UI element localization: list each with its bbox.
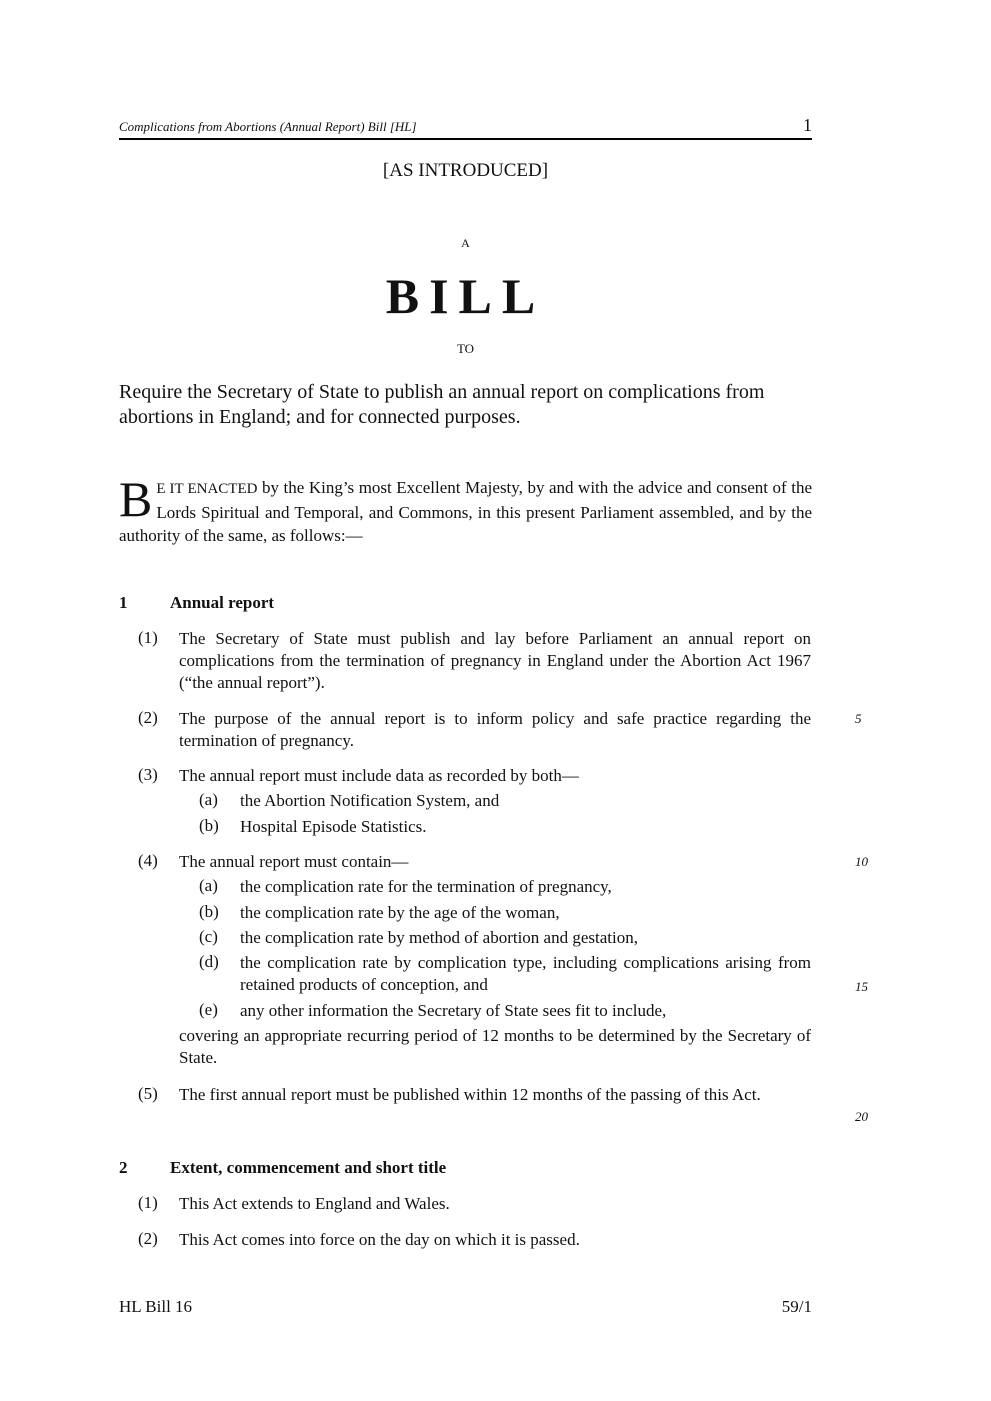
paragraph-text: the complication rate by method of abortion and gestation, [240, 928, 638, 947]
line-number: 15 [855, 979, 868, 994]
subsection-text: The purpose of the annual report is to inform policy and safe practice regarding the termination of pregnancy. [179, 709, 811, 750]
subsection-text: The annual report must contain— [179, 852, 409, 871]
subsection-number: (4) [138, 851, 158, 870]
line-number: 20 [855, 1109, 868, 1124]
clause-title: Extent, commencement and short title [170, 1158, 447, 1177]
subsection-text: This Act extends to England and Wales. [179, 1194, 450, 1213]
subsection-text: This Act comes into force on the day on which it is passed. [179, 1230, 580, 1249]
clause-number: 1 [119, 593, 128, 612]
paragraph-text: Hospital Episode Statistics. [240, 817, 427, 836]
paragraph-text: the complication rate for the termination of pregnancy, [240, 877, 612, 896]
line-number: 10 [855, 854, 868, 869]
subsection-number: (3) [138, 765, 158, 784]
line-number: 5 [855, 711, 862, 726]
subsection-number: (2) [138, 1229, 158, 1248]
paragraph-text: the complication rate by complication type, including complications arising from retained products of conception, and [240, 953, 811, 994]
paragraph-number: (d) [199, 952, 219, 971]
subsection-closing-text: covering an appropriate recurring period of 12 months to be determined by the Secretary of State. [179, 1026, 811, 1067]
subsection-number: (2) [138, 708, 158, 727]
paragraph-number: (c) [199, 927, 218, 946]
subsection-text: The first annual report must be published within 12 months of the passing of this Act. [179, 1085, 761, 1104]
drop-cap: B [119, 471, 153, 527]
print-reference: 59/1 [781, 1297, 812, 1316]
paragraph-text: the Abortion Notification System, and [240, 791, 500, 810]
subsection-text: The Secretary of State must publish and lay before Parliament an annual report on complications from the termination of pregnancy in England under the Abortion Act 1967 (“the annual report”). [179, 629, 811, 692]
bill-heading: BILL [385, 268, 546, 324]
subsection-number: (1) [138, 628, 158, 647]
running-title: Complications from Abortions (Annual Report) Bill [HL] [119, 119, 417, 134]
subsection-number: (5) [138, 1084, 158, 1103]
enacting-formula [119, 471, 812, 547]
to-label: TO [456, 341, 475, 356]
subsection-number: (1) [138, 1193, 158, 1212]
subsection-text: The annual report must include data as recorded by both— [179, 766, 579, 785]
long-title: Require the Secretary of State to publish an annual report on complications from abortions in England; and for connected purposes. [119, 381, 765, 428]
paragraph-text: the complication rate by the age of the woman, [240, 903, 560, 922]
a-label: A [461, 236, 470, 250]
paragraph-number: (a) [199, 790, 218, 809]
paragraph-text: any other information the Secretary of State sees fit to include, [240, 1001, 667, 1020]
clause-number: 2 [119, 1158, 128, 1177]
running-header [119, 115, 812, 140]
paragraph-number: (e) [199, 1000, 218, 1019]
paragraph-number: (a) [199, 876, 218, 895]
enacting-text: by the King’s most Excellent Majesty, by and with the advice and consent of the Lords Spiritual and Temporal, and Commons, in this present Parliament assembled, and by the authority of the same, as follows:— [119, 478, 812, 545]
enacting-smallcaps: E IT ENACTED [156, 481, 258, 497]
page-number: 1 [803, 115, 812, 135]
bill-reference: HL Bill 16 [119, 1297, 193, 1316]
status-label: [AS INTRODUCED] [382, 160, 549, 181]
clause-title: Annual report [170, 593, 275, 612]
paragraph-number: (b) [199, 816, 219, 835]
paragraph-number: (b) [199, 902, 219, 921]
